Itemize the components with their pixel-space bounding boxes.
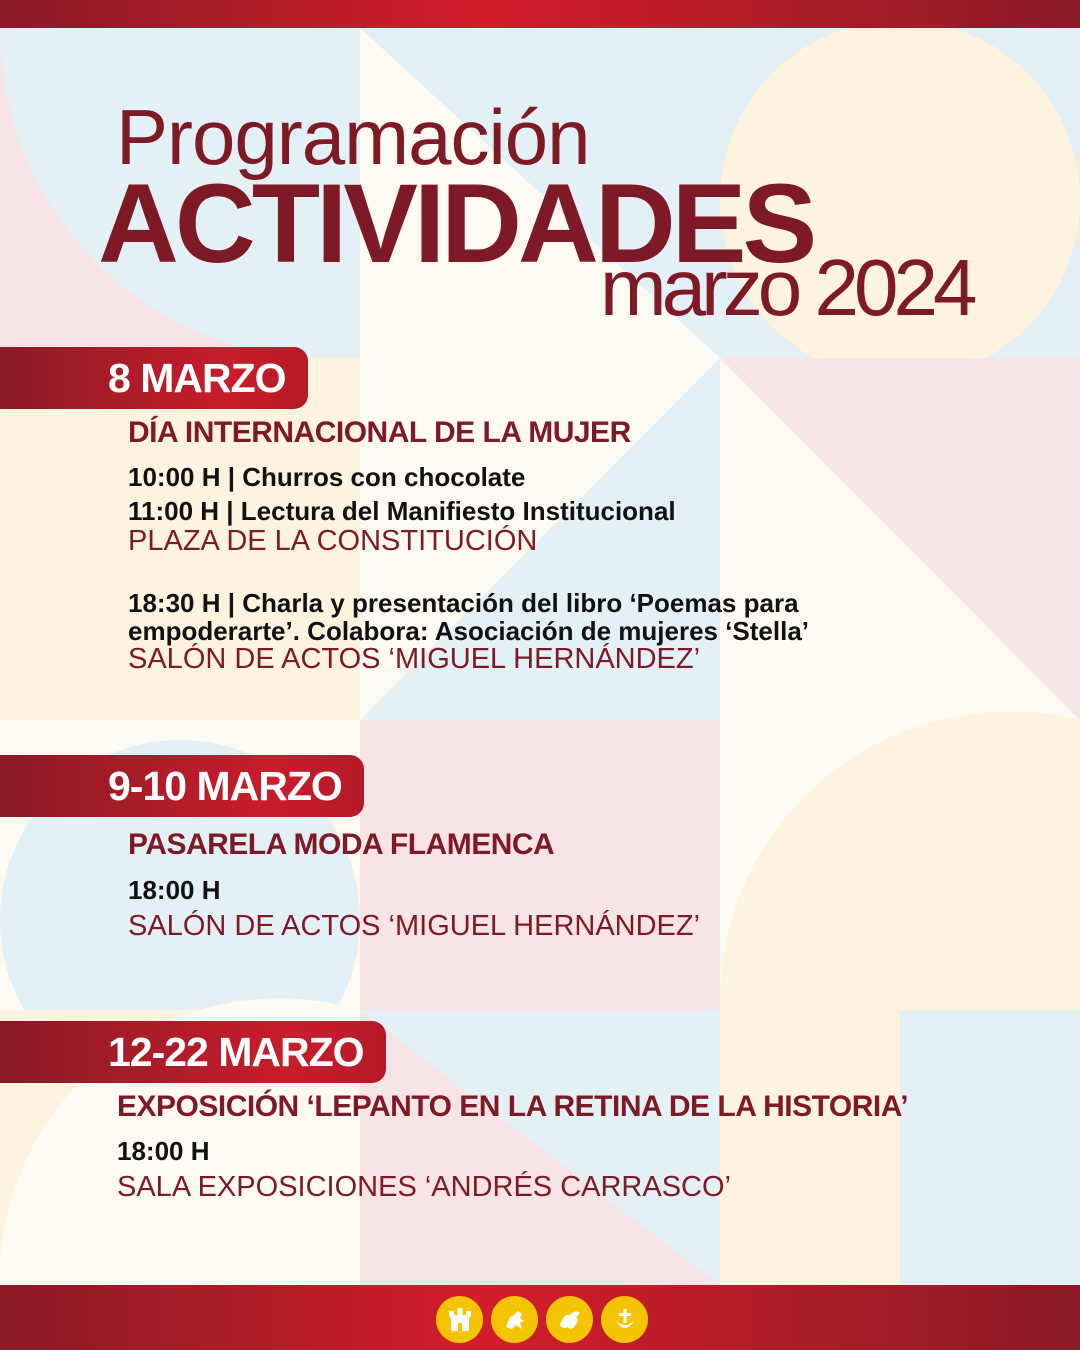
schedule-time: 18:00 H bbox=[117, 1136, 210, 1166]
title-actividades: ACTIVIDADES bbox=[98, 161, 814, 286]
lion-crest-icon bbox=[491, 1296, 538, 1343]
schedule-line: empoderarte’. Colabora: Asociación de mujeres ‘Stella’ bbox=[128, 616, 810, 646]
date-pill-12-22-marzo: 12-22 MARZO bbox=[0, 1021, 386, 1083]
section-title-exposicion: EXPOSICIÓN ‘LEPANTO EN LA RETINA DE LA HISTORIA’ bbox=[117, 1090, 909, 1123]
sponsor-logos bbox=[436, 1296, 648, 1343]
schedule-line: 10:00 H | Churros con chocolate bbox=[128, 462, 526, 492]
venue-label: SALÓN DE ACTOS ‘MIGUEL HERNÁNDEZ’ bbox=[128, 910, 701, 942]
venue-label: SALÓN DE ACTOS ‘MIGUEL HERNÁNDEZ’ bbox=[128, 643, 701, 675]
title-month-year: marzo 2024 bbox=[600, 243, 973, 332]
schedule-line: 18:30 H | Charla y presentación del libro ‘Poemas para bbox=[128, 588, 799, 618]
schedule-time: 18:00 H bbox=[128, 875, 221, 905]
section-title-pasarela: PASARELA MODA FLAMENCA bbox=[128, 828, 555, 861]
title-programacion: Programación bbox=[116, 93, 590, 181]
castle-crest-icon bbox=[436, 1296, 483, 1343]
dragon-crest-icon bbox=[546, 1296, 593, 1343]
cross-crest-icon bbox=[601, 1296, 648, 1343]
top-accent-bar bbox=[0, 0, 1080, 28]
date-pill-8-marzo: 8 MARZO bbox=[0, 347, 308, 409]
date-pill-9-10-marzo: 9-10 MARZO bbox=[0, 755, 364, 817]
venue-label: SALA EXPOSICIONES ‘ANDRÉS CARRASCO’ bbox=[117, 1171, 731, 1203]
schedule-line: 11:00 H | Lectura del Manifiesto Institucional bbox=[128, 496, 676, 526]
venue-label: PLAZA DE LA CONSTITUCIÓN bbox=[128, 525, 538, 557]
section-title-dia-mujer: DÍA INTERNACIONAL DE LA MUJER bbox=[128, 416, 631, 449]
